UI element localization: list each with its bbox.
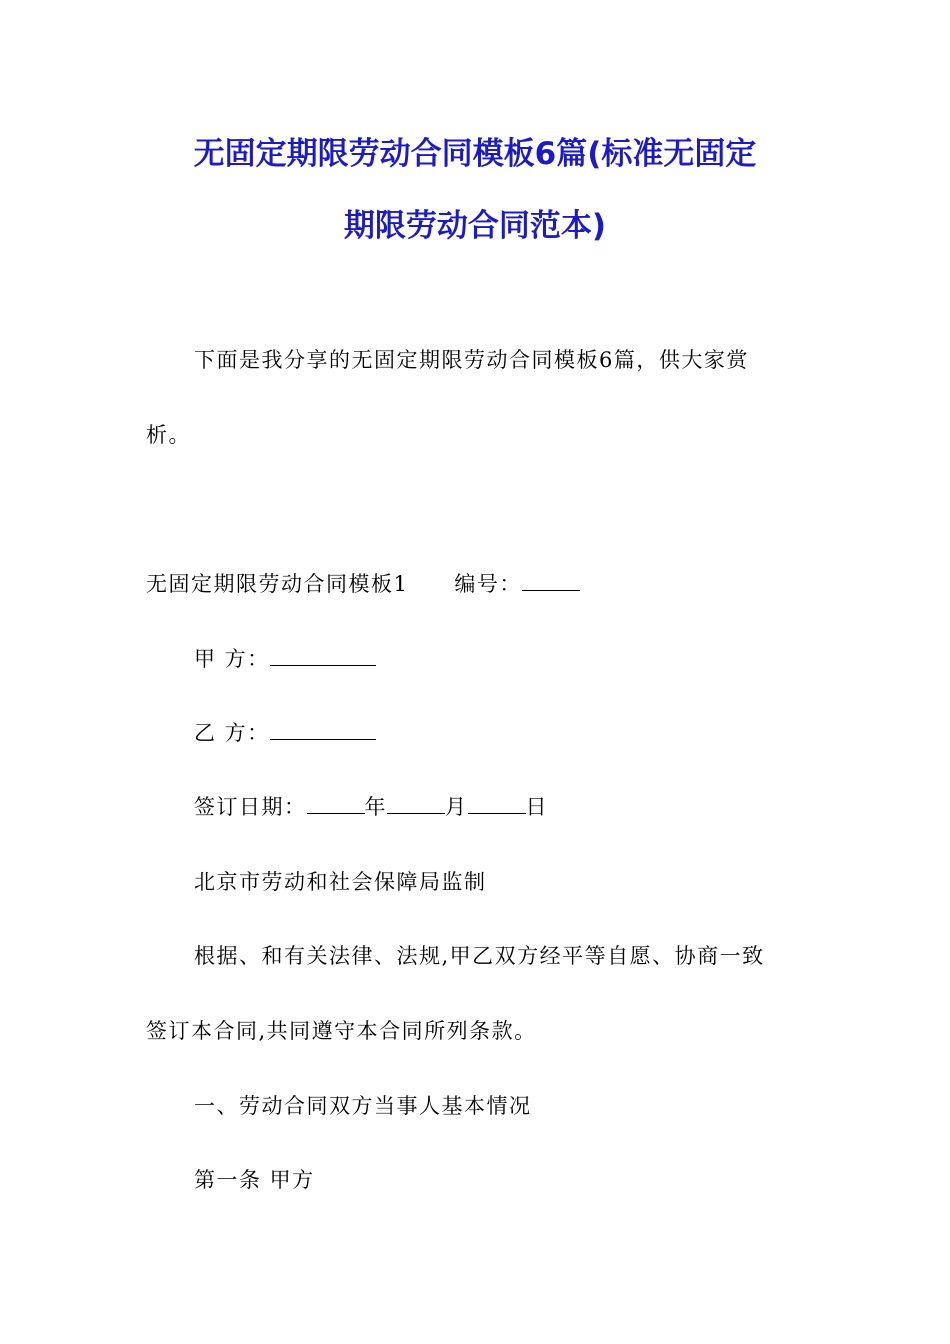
party-b-blank <box>270 719 376 740</box>
intro-paragraph-line-2: 析。 <box>146 423 191 447</box>
contract-heading: 无固定期限劳动合同模板1 <box>146 572 409 596</box>
document-title-line-2: 期限劳动合同范本) <box>343 208 607 244</box>
basis-paragraph-line-1: 根据、和有关法律、法规,甲乙双方经平等自愿、协商一致 <box>194 944 765 968</box>
article-1-heading: 第一条 甲方 <box>194 1168 315 1192</box>
day-blank <box>468 793 526 814</box>
party-b-row <box>194 718 376 748</box>
sign-date-row <box>194 792 548 822</box>
document-title-line-1: 无固定期限劳动合同模板6篇(标准无固定 <box>193 136 757 172</box>
day-label: 日 <box>525 795 548 819</box>
contract-number-blank <box>522 570 580 591</box>
contract-number-label: 编号： <box>454 572 522 596</box>
intro-paragraph-line-1: 下面是我分享的无固定期限劳动合同模板6篇，供大家赏 <box>194 348 749 372</box>
party-a-blank <box>270 645 376 666</box>
sign-date-label: 签订日期： <box>194 795 307 819</box>
party-a-row <box>194 644 376 674</box>
month-label: 月 <box>445 795 468 819</box>
month-blank <box>387 793 445 814</box>
basis-paragraph-line-2: 签订本合同,共同遵守本合同所列条款。 <box>146 1019 537 1043</box>
year-label: 年 <box>364 795 387 819</box>
section-1-heading: 一、劳动合同双方当事人基本情况 <box>194 1094 532 1118</box>
contract-heading-row <box>146 569 580 599</box>
party-a-label: 甲 方： <box>194 647 270 671</box>
issuer-line: 北京市劳动和社会保障局监制 <box>194 870 487 894</box>
party-b-label: 乙 方： <box>194 721 270 745</box>
year-blank <box>307 793 365 814</box>
